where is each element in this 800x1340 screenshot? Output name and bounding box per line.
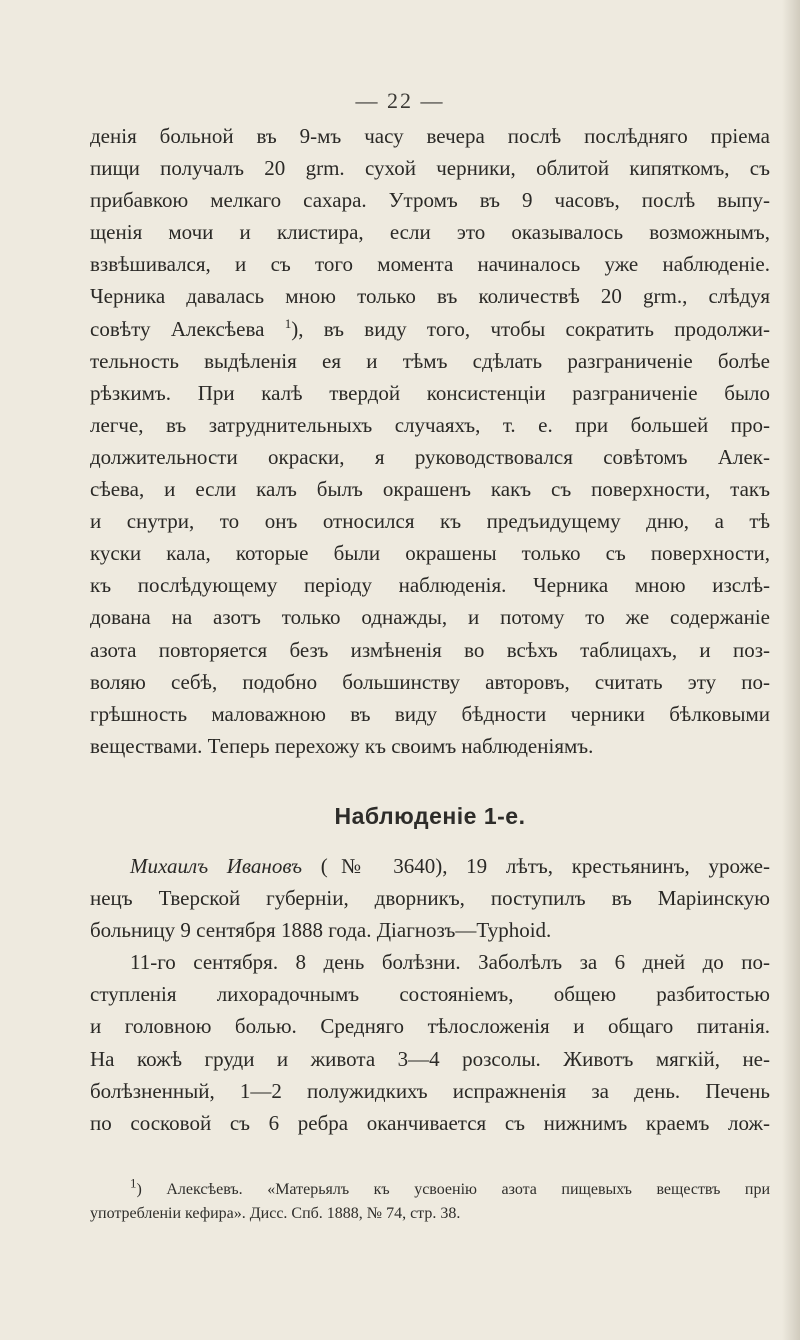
footnote-reference: 1 — [284, 315, 292, 331]
body-paragraph — [90, 120, 770, 762]
text-line: взвѣшивался, и съ того момента начиналось уже наблюденіе. — [90, 252, 770, 277]
text-line: нецъ Тверской губерніи, дворникъ, поступилъ въ Маріинскую — [90, 886, 770, 911]
text-line: къ послѣдующему періоду наблюденія. Черника мною изслѣ- — [90, 573, 770, 598]
footnote-marker: 1 — [130, 1175, 137, 1191]
text-segment: ), въ виду того, чтобы сократить продолжи- — [291, 316, 770, 341]
text-line: сѣева, и если калъ былъ окрашенъ какъ съ поверхности, такъ — [90, 477, 770, 502]
page-edge-shadow — [782, 0, 800, 1340]
section-heading: Наблюденіе 1-е. — [334, 803, 526, 829]
text-line: Черника давалась мною только въ количествѣ 20 grm., слѣдуя — [90, 284, 770, 309]
text-line — [90, 850, 770, 882]
text-segment: (№ 3640), 19 лѣтъ, крестьянинъ, уроже- — [302, 854, 770, 878]
text-line: больницу 9 сентября 1888 года. Діагнозъ—Typhoid. — [90, 918, 552, 943]
text-line: пищи получалъ 20 grm. сухой черники, облитой кипяткомъ, съ — [90, 156, 770, 181]
text-line: азота повторяется безъ измѣненія во всѣхъ таблицахъ, и поз- — [90, 637, 770, 662]
text-line: болѣзненный, 1—2 полужидкихъ испражненія за день. Печень — [90, 1078, 770, 1103]
text-line: легче, въ затруднительныхъ случаяхъ, т. е. при большей про- — [90, 412, 770, 437]
text-line: рѣзкимъ. При калѣ твердой консистенціи разграниченіе было — [90, 380, 770, 405]
text-line: На кожѣ груди и живота 3—4 розсолы. Животъ мягкій, не- — [90, 1046, 770, 1071]
text-line: щенія мочи и клистира, если это оказывалось возможнымъ, — [90, 220, 770, 245]
page-number: — 22 — — [355, 88, 445, 113]
footnote-line — [90, 1175, 770, 1202]
text-line: по сосковой съ 6 ребра оканчивается съ нижнимъ краемъ лож- — [90, 1110, 770, 1135]
text-line: 11-го сентября. 8 день болѣзни. Заболѣлъ за 6 дней до по- — [130, 950, 770, 975]
observation-paragraph — [90, 850, 770, 1139]
text-line: и головною болью. Средняго тѣлосложенія и общаго питанія. — [90, 1014, 770, 1039]
text-line — [90, 313, 770, 345]
text-line: веществами. Теперь перехожу къ своимъ наблюденіямъ. — [90, 733, 594, 758]
text-line: тельность выдѣленія ея и тѣмъ сдѣлать разграниченіе болѣе — [90, 348, 770, 373]
text-line: воляю себѣ, подобно большинству авторовъ, считать эту по- — [90, 669, 770, 694]
footnote — [90, 1175, 770, 1226]
text-line: ступленія лихорадочнымъ состояніемъ, общею разбитостью — [90, 982, 770, 1007]
text-line: должительности окраски, я руководствовался совѣтомъ Алек- — [90, 444, 770, 469]
text-line: грѣшность маловажною въ виду бѣдности черники бѣлковыми — [90, 701, 770, 726]
text-line: прибавкою мелкаго сахара. Утромъ въ 9 часовъ, послѣ выпу- — [90, 188, 770, 213]
text-line: куски кала, которые были окрашены только съ поверхности, — [90, 541, 770, 566]
text-line: и снутри, то онъ относился къ предъидущему дню, а тѣ — [90, 509, 770, 534]
text-segment: совѣту Алексѣева — [90, 316, 265, 341]
text-line: дована на азотъ только однажды, и потому то же содержаніе — [90, 605, 770, 630]
text-segment: ) Алексѣевъ. «Матерьялъ къ усвоенію азота пищевыхъ веществъ при — [136, 1181, 770, 1198]
footnote-line: употребленіи кефира». Дисс. Спб. 1888, № 74, стр. 38. — [90, 1205, 461, 1222]
patient-name: Михаилъ Ивановъ — [130, 854, 303, 878]
text-line: денія больной въ 9-мъ часу вечера послѣ послѣдняго пріема — [90, 124, 770, 148]
